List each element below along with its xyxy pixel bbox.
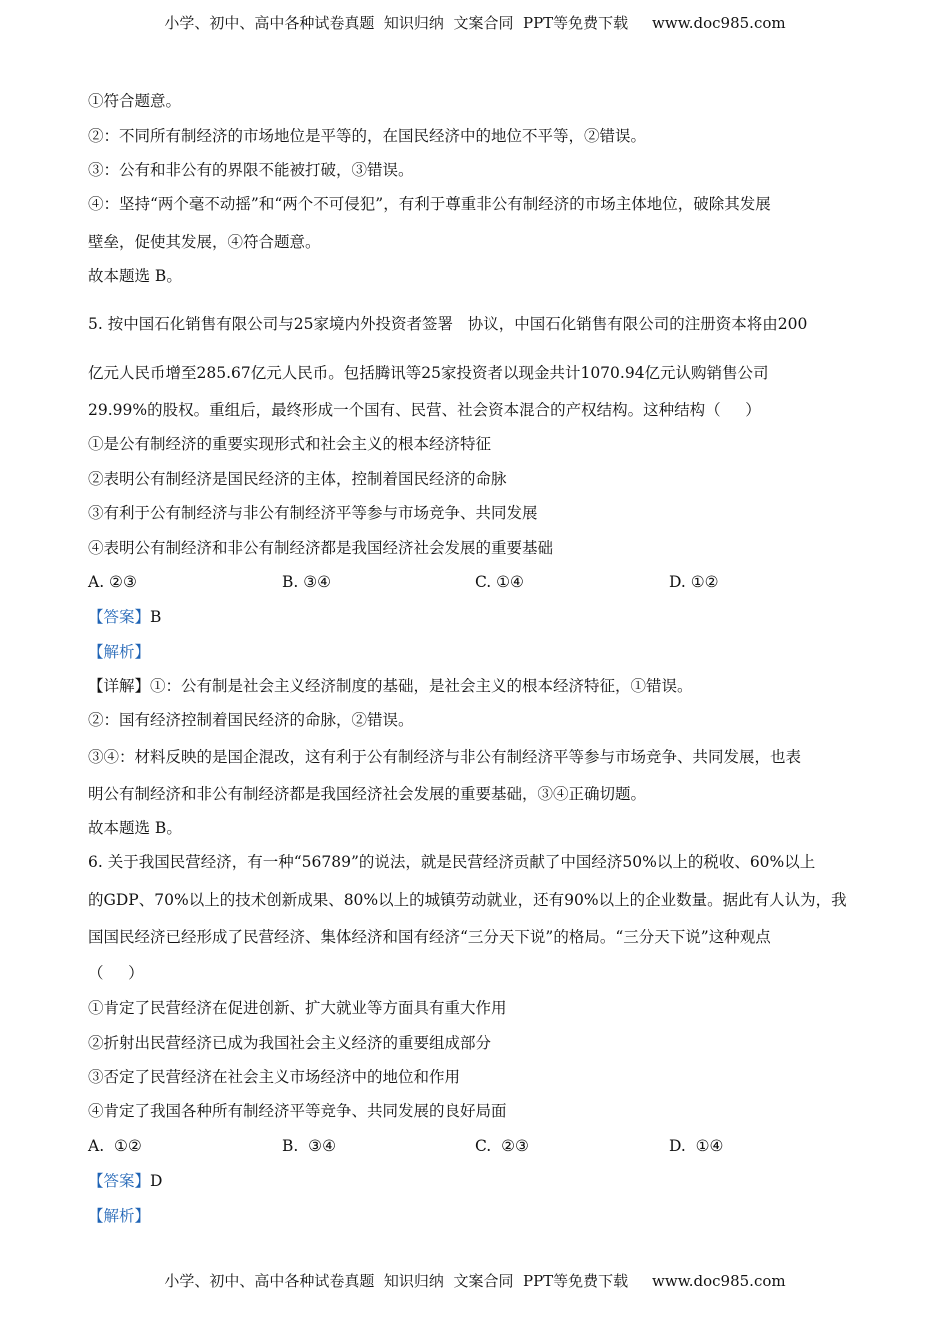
q5-detail-line: 明公有制经济和非公有制经济都是我国经济社会发展的重要基础，③④正确切题。 <box>88 785 647 803</box>
q5-option-b: B. ③④ <box>282 573 332 591</box>
q5-stem-line: 亿元人民币增至285.67亿元人民币。包括腾讯等25家投资者以现金共计1070.94亿元认购销售公司 <box>88 364 769 382</box>
q5-conclusion: 故本题选 B。 <box>88 819 182 837</box>
q6-analysis-tag: 【解析】 <box>88 1207 151 1225</box>
q5-answer <box>88 607 161 627</box>
q6-item: ③否定了民营经济在社会主义市场经济中的地位和作用 <box>88 1068 461 1086</box>
q5-option-c: C. ①④ <box>475 573 524 591</box>
q6-item: ④肯定了我国各种所有制经济平等竞争、共同发展的良好局面 <box>88 1102 507 1120</box>
q6-stem-line: 国国民经济已经形成了民营经济、集体经济和国有经济“三分天下说”的格局。“三分天下说”这种观点 <box>88 928 771 946</box>
q4-analysis-line: ③：公有和非公有的界限不能被打破，③错误。 <box>88 161 414 179</box>
q4-analysis-line: ①符合题意。 <box>88 92 182 110</box>
q5-option-a: A. ②③ <box>88 573 137 591</box>
q5-detail-line <box>88 676 693 696</box>
q5-item: ②表明公有制经济是国民经济的主体，控制着国民经济的命脉 <box>88 470 507 488</box>
q5-detail-line: ②：国有经济控制着国民经济的命脉，②错误。 <box>88 711 414 729</box>
q4-analysis-line: ④：坚持“两个毫不动摇”和“两个不可侵犯”，有利于尊重非公有制经济的市场主体地位，破除其发展 <box>88 195 771 213</box>
answer-tag: 【答案】 <box>88 608 151 626</box>
q6-option-b: B. ③④ <box>282 1137 336 1155</box>
page-footer: 小学、初中、高中各种试卷真题 知识归纳 文案合同 PPT等免费下载 www.doc985.com <box>164 1272 786 1290</box>
page-header: 小学、初中、高中各种试卷真题 知识归纳 文案合同 PPT等免费下载 www.doc985.com <box>164 14 786 32</box>
answer-value: B <box>150 608 162 626</box>
q5-item: ③有利于公有制经济与非公有制经济平等参与市场竞争、共同发展 <box>88 504 538 522</box>
q6-stem-line: 6. 关于我国民营经济，有一种“56789”的说法，就是民营经济贡献了中国经济50%以上的税收、60%以上 <box>88 853 816 871</box>
detail-tag: 【详解】 <box>88 677 151 695</box>
q5-detail-line: ③④：材料反映的是国企混改，这有利于公有制经济与非公有制经济平等参与市场竞争、共同发展，也表 <box>88 748 802 766</box>
q6-answer <box>88 1171 162 1191</box>
q5-stem-line: 5. 按中国石化销售有限公司与25家境内外投资者签署 协议，中国石化销售有限公司的注册资本将由200 <box>88 315 808 333</box>
detail-text: ①：公有制是社会主义经济制度的基础，是社会主义的根本经济特征，①错误。 <box>150 677 693 695</box>
q6-option-d: D. ①④ <box>669 1137 724 1155</box>
q6-stem-line: （ ） <box>88 964 144 982</box>
q4-analysis-line: ②：不同所有制经济的市场地位是平等的，在国民经济中的地位不平等，②错误。 <box>88 127 647 145</box>
q5-analysis-tag: 【解析】 <box>88 643 151 661</box>
q6-item: ①肯定了民营经济在促进创新、扩大就业等方面具有重大作用 <box>88 999 507 1017</box>
q6-item: ②折射出民营经济已成为我国社会主义经济的重要组成部分 <box>88 1034 492 1052</box>
q6-option-c: C. ②③ <box>475 1137 529 1155</box>
answer-tag: 【答案】 <box>88 1172 151 1190</box>
q5-item: ④表明公有制经济和非公有制经济都是我国经济社会发展的重要基础 <box>88 539 554 557</box>
q6-option-a: A. ①② <box>88 1137 142 1155</box>
q5-item: ①是公有制经济的重要实现形式和社会主义的根本经济特征 <box>88 435 492 453</box>
q6-stem-line: 的GDP、70%以上的技术创新成果、80%以上的城镇劳动就业，还有90%以上的企业数量。据此有人认为，我 <box>88 891 847 909</box>
q4-analysis-line: 壁垒，促使其发展，④符合题意。 <box>88 233 321 251</box>
answer-value: D <box>150 1172 163 1190</box>
q5-option-d: D. ①② <box>669 573 719 591</box>
q5-stem-line: 29.99%的股权。重组后，最终形成一个国有、民营、社会资本混合的产权结构。这种结构（ ） <box>88 401 761 419</box>
q4-conclusion: 故本题选 B。 <box>88 267 182 285</box>
